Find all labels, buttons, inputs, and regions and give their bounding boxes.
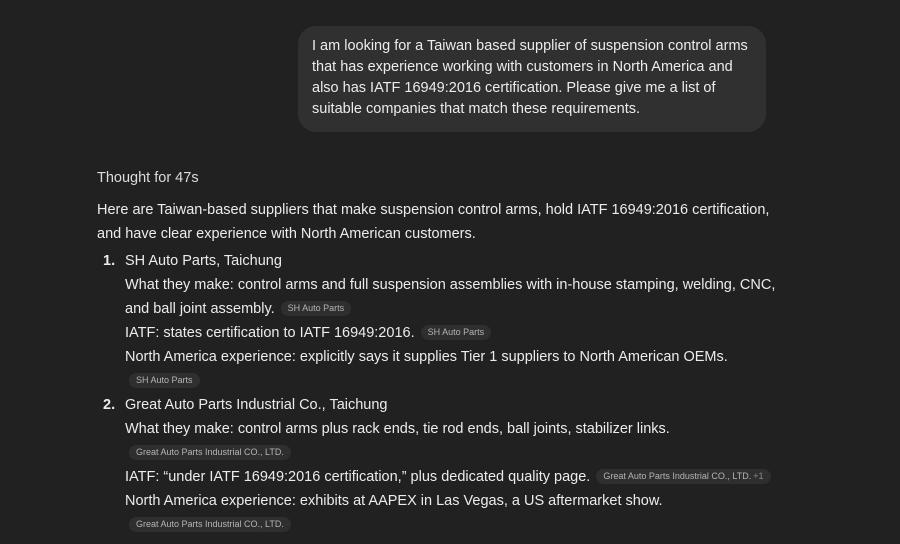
user-message-bubble: I am looking for a Taiwan based supplier of suspension control arms that has experience working with customers in North America and also has IATF 16949:2016 certification. Please give me a list of suitable companies that match these requirements. xyxy=(298,26,766,132)
citation-chip[interactable]: Great Auto Parts Industrial CO., LTD. +1 xyxy=(596,469,770,484)
supplier-name: Great Auto Parts Industrial Co., Taichung xyxy=(125,397,388,413)
citation-chip[interactable]: SH Auto Parts xyxy=(129,373,200,388)
answer-intro: Here are Taiwan-based suppliers that make suspension control arms, hold IATF 16949:2016 certification, and have clear experience with North American customers. xyxy=(97,202,770,242)
supplier-na-experience: North America experience: exhibits at AAPEX in Las Vegas, a US aftermarket show. xyxy=(125,493,663,509)
supplier-list xyxy=(97,249,777,537)
supplier-certification: IATF: “under IATF 16949:2016 certification,” plus dedicated quality page. Great Auto Parts Industrial CO., LTD. +1 xyxy=(125,465,777,489)
citation-more-count: +1 xyxy=(753,471,764,481)
supplier-name: SH Auto Parts, Taichung xyxy=(125,253,282,269)
list-number: 1. xyxy=(103,253,116,269)
citation-chip[interactable]: SH Auto Parts xyxy=(281,301,352,316)
citation-chip[interactable]: SH Auto Parts xyxy=(421,325,492,340)
supplier-products: What they make: control arms plus rack ends, tie rod ends, ball joints, stabilizer links. xyxy=(125,421,670,437)
supplier-na-experience: North America experience: explicitly says it supplies Tier 1 suppliers to North American OEMs. xyxy=(125,349,728,365)
supplier-products: What they make: control arms and full suspension assemblies with in-house stamping, welding, CNC, and ball joint assembly. SH Auto Parts xyxy=(125,277,776,317)
supplier-certification: IATF: states certification to IATF 16949:2016. SH Auto Parts xyxy=(125,321,777,345)
list-number: 2. xyxy=(103,397,116,413)
supplier-item-sh-auto-parts xyxy=(97,249,777,393)
supplier-item-great-auto-parts xyxy=(97,393,777,537)
thought-duration-toggle[interactable]: Thought for 47s xyxy=(97,170,199,186)
assistant-answer xyxy=(97,198,777,537)
citation-chip[interactable]: Great Auto Parts Industrial CO., LTD. xyxy=(129,517,291,532)
citation-chip[interactable]: Great Auto Parts Industrial CO., LTD. xyxy=(129,445,291,460)
